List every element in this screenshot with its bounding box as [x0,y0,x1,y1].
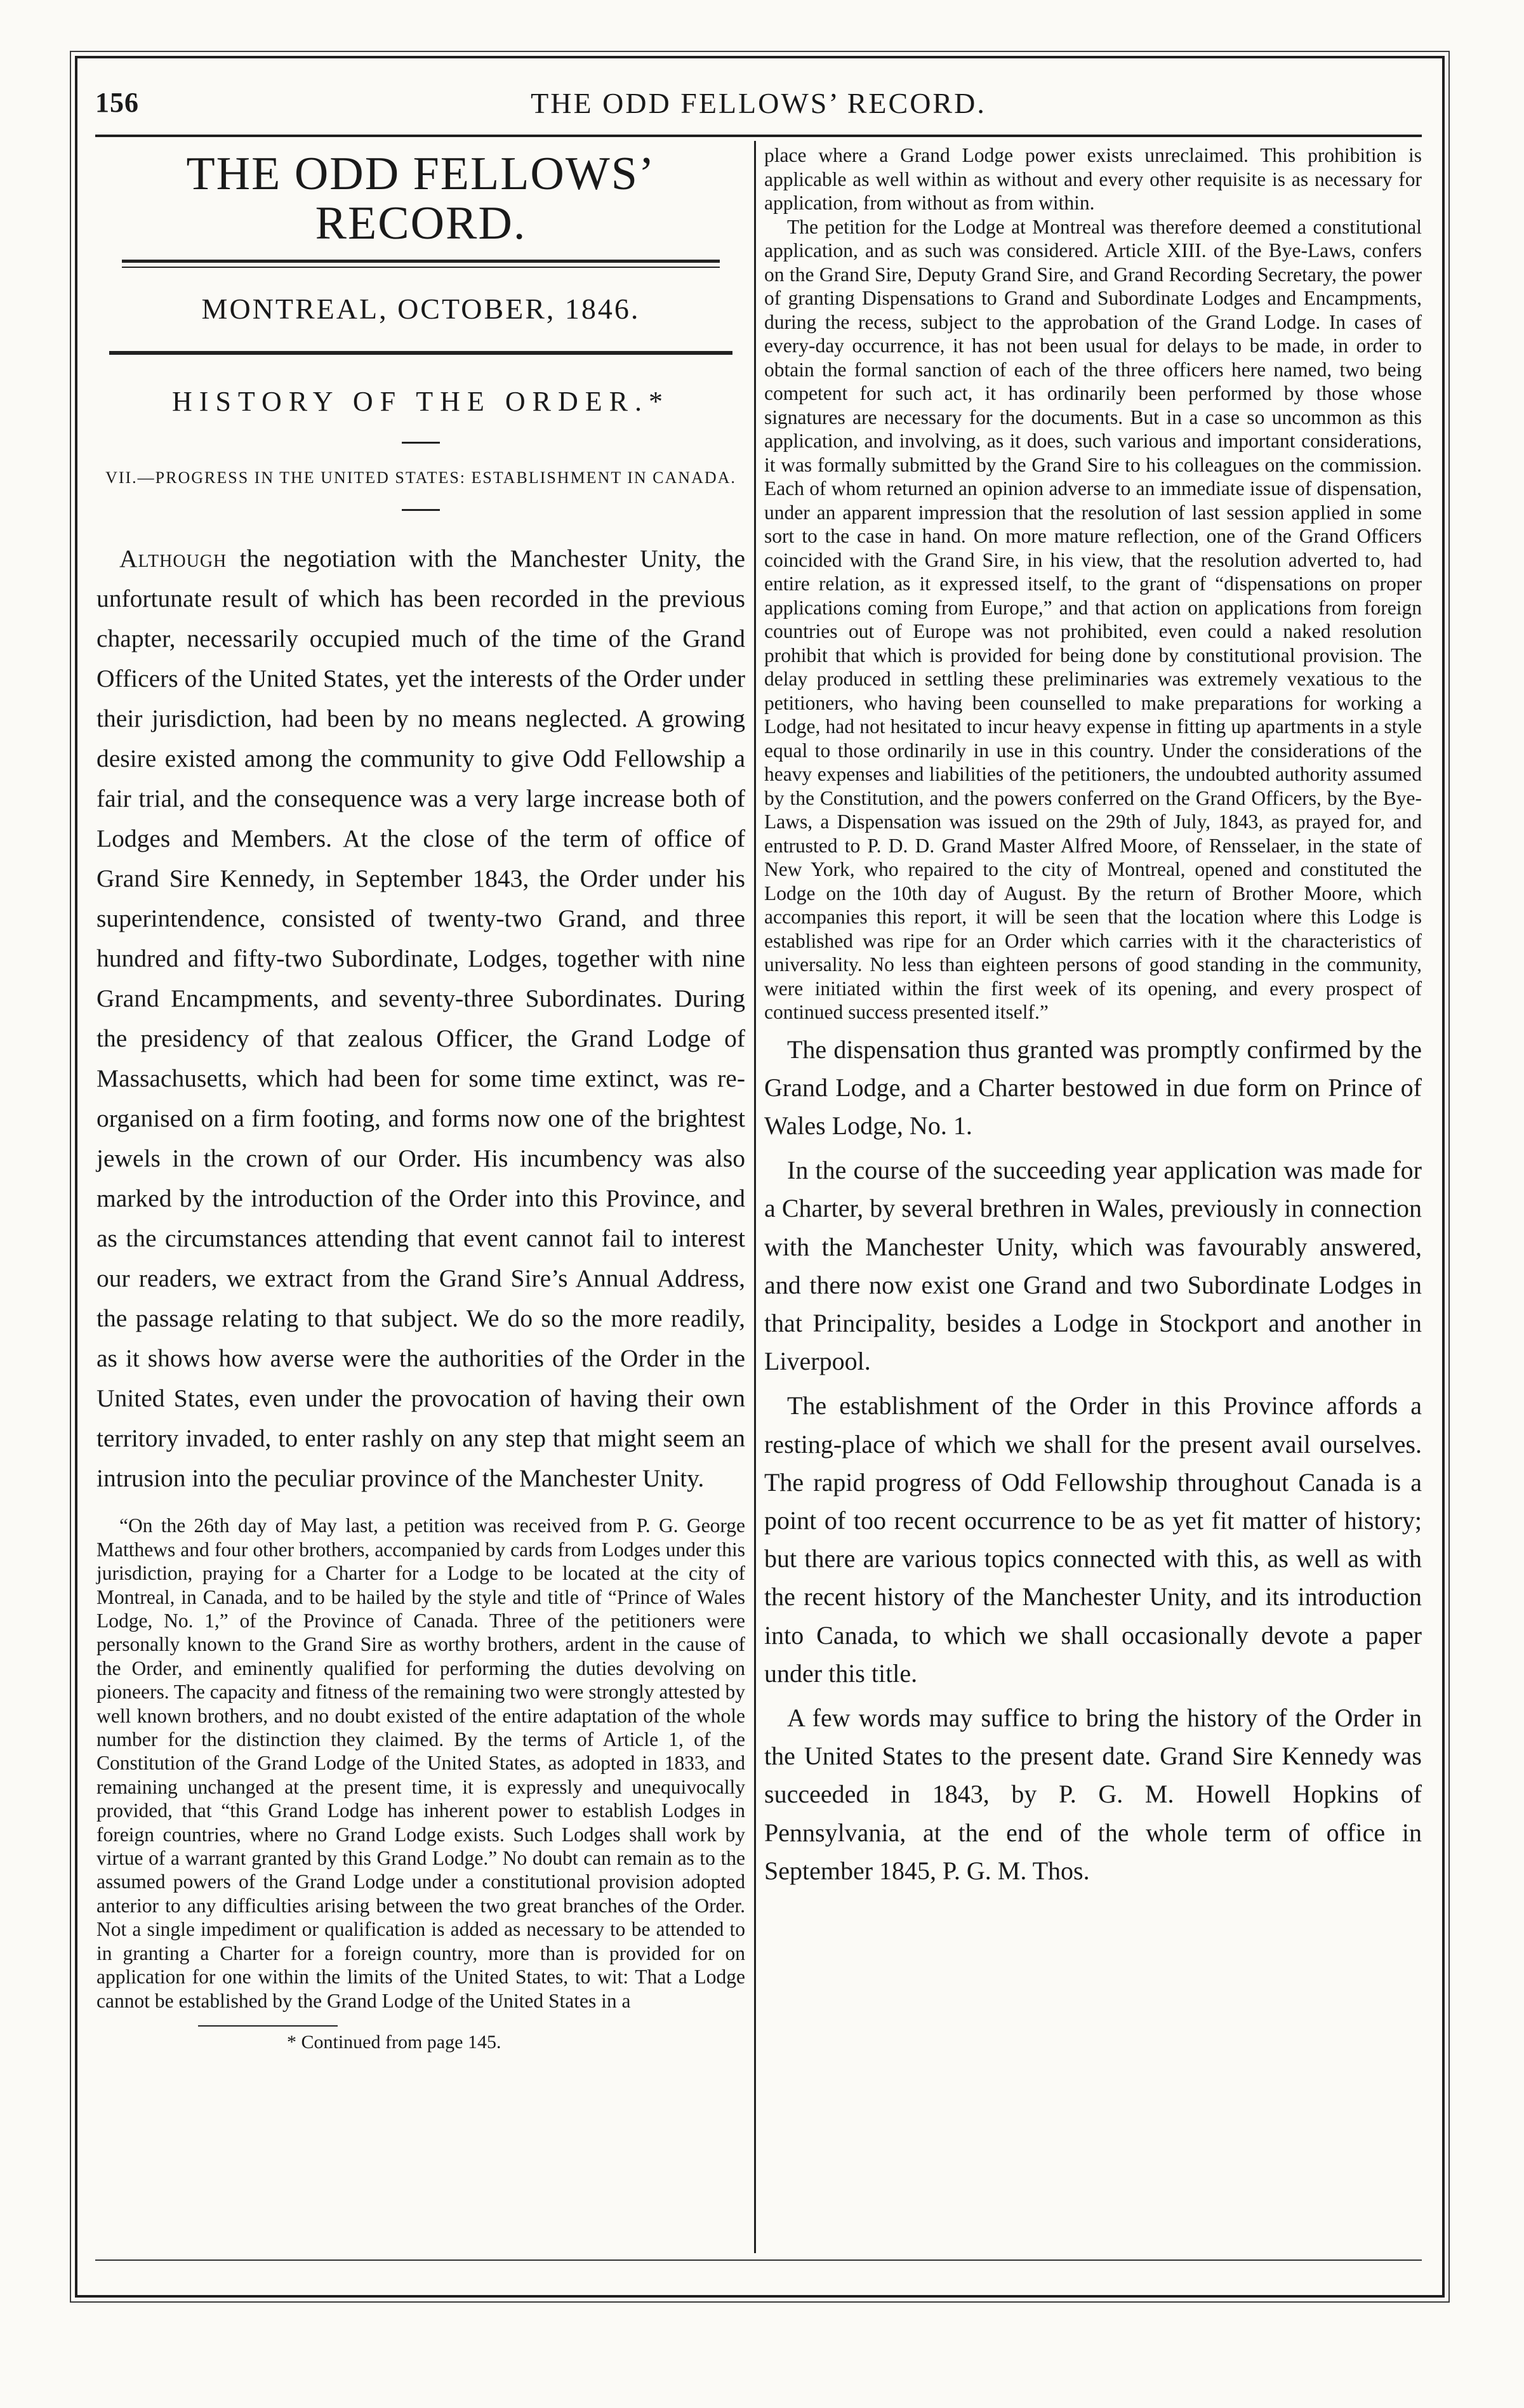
paragraph-1-text: the negotiation with the Manchester Unity, the unfortunate result of which has been recorded in the previous chapter, necessarily occupied much of the time of the Grand Officers of the United States, yet the interests of the Order under their jurisdiction, had been by no means neglected. A growing desire existed among the community to give Odd Fellowship a fair trial, and the consequence was a very large increase both of Lodges and Members. At the close of the term of office of Grand Sire Kennedy, in September 1843, the Order under his superintendence, consisted of twenty-two Grand, and three hundred and fifty-two Subordinate, Lodges, together with nine Grand Encampments, and seventy-three Subordinates. During the presidency of that zealous Officer, the Grand Lodge of Massachusetts, which had been for some time extinct, was re-organised on a firm footing, and forms now one of the brightest jewels in the crown of our Order. His incumbency was also marked by the introduction of the Order into this Province, and as the circumstances attending that event cannot fail to interest our readers, we extract from the Grand Sire’s Annual Address, the passage relating to that subject. We do so the more readily, as it shows how averse were the authorities of the Order in the United States, even under the provocation of having their own territory invaded, to enter rashly on any step that might seem an intrusion into the peculiar province of the Manchester Unity. [96,545,745,1493]
footnote-rule [198,2025,338,2027]
paragraph-5: A few words may suffice to bring the history of the Order in the United States to the present date. Grand Sire Kennedy was succeeded in 1843, by P. G. M. Howell Hopkins of Pennsylvania, at the end of the whole term of office in September 1845, P. G. M. Thos. [764,1703,1422,1885]
masthead-title: THE ODD FELLOWS’ RECORD. [186,148,656,249]
paragraph-4: The establishment of the Order in this Province affords a resting-place of which we shall for the present avail ourselves. The rapid progress of Odd Fellowship throughout Canada is a point of too recent occurrence to be as yet fit matter of history; but there are various topics connected with this, as well as with the recent history of the Manchester Unity, and its introduction into Canada, to which we shall occasionally devote a paper under this title. [764,1391,1422,1688]
footnote: * Continued from page 145. [287,2031,501,2053]
header-rule [95,135,1422,137]
bottom-rule [95,2259,1422,2261]
dateline: MONTREAL, OCTOBER, 1846. [201,293,640,326]
dateline-rule [109,351,732,355]
subhead-rule [402,509,440,511]
quote-block-1: “On the 26th day of May last, a petition was received from P. G. George Matthews and four other brothers, accompanied by cards from Lodges under this jurisdiction, praying for a Charter for a Lodge to be located at the city of Montreal, in Canada, and to be hailed by the style and title of “Prince of Wales Lodge, No. 1,” of the Province of Canada. Three of the petitioners were personally known to the Grand Sire as worthy brothers, ardent in the cause of the Order, and eminently qualified for performing the duties devolving on pioneers. The capacity and fitness of the remaining two were strongly attested by well known brothers, and no doubt existed of the entire adaptation of the whole number for the distinction they claimed. By the terms of Article 1, of the Constitution of the Grand Lodge of the United States, as adopted in 1833, and remaining unchanged at the present time, it is expressly and unequivocally provided, that “this Grand Lodge has inherent power to establish Lodges in foreign countries, where no Grand Lodge exists. Such Lodges shall work by virtue of a warrant granted by this Grand Lodge.” No doubt can remain as to the assumed powers of the Grand Lodge under a constitutional provision adopted anterior to any difficulties arising between the two great branches of the Order. Not a single impediment or qualification is added as necessary to be attended to in granting a Charter for a foreign country, more than is provided for on application for one within the limits of the United States, to wit: That a Lodge cannot be established by the Grand Lodge of the United States in a [96,1514,745,2012]
article-title: HISTORY OF THE ORDER.* [172,386,670,418]
quote-block-2: The petition for the Lodge at Montreal was therefore deemed a constitutional application, and as such was considered. Article XIII. of the Bye-Laws, confers on the Grand Sire, Deputy Grand Sire, and Grand Recording Secretary, the power of granting Dispensations to Grand and Subordinate Lodges and Encampments, during the recess, subject to the approbation of the Grand Lodge. In cases of every-day occurrence, it has not been usual for delays to be made, in order to obtain the formal sanction of each of the three officers here named, two being competent for such act, it has ordinarily been performed by those whose signatures are necessary for the documents. But in a case so uncommon as this application, and involving, as it does, such various and important considerations, it was formally submitted by the Grand Sire to his colleagues on the commission. Each of whom returned an opinion adverse to an immediate issue of dispensation, under an apparent impression that the resolution of last session applied in some sort to the case in hand. On more mature reflection, one of the Grand Officers coincided with the Grand Sire, in his view, that the resolution adverted to, had entire relation, as it expressed itself, to the grant of “dispensations on proper applications coming from Europe,” and that action on applications from foreign countries out of Europe was not prohibited, even could a naked resolution prohibit that which is provided for being done by constitutional provision. The delay produced in settling these preliminaries was extremely vexatious to the petitioners, who having been counselled to make preparations for working a Lodge, had not hesitated to incur heavy expense in fitting up apartments in a style equal to those ordinarily in use in this country. Under the considerations of the heavy expenses and liabilities of the petitioners, the undoubted authority assumed by the Constitution, and the powers conferred on the Grand Officers, by the Bye-Laws, a Dispensation was issued on the 29th of July, 1843, as prayed for, and entrusted to P. D. D. Grand Master Alfred Moore, of Rensselaer, in the state of New York, who repaired to the city of Montreal, opened and constituted the Lodge on the 10th day of August. By the return of Brother Moore, which accompanies this report, it will be seen that the location where this Lodge is established was ripe for an Order which carries with it the characteristics of universality. No less than eighteen persons of good standing in the community, were initiated within the first week of its opening, and every prospect of continued success presented itself.” [764,215,1422,1023]
running-title: THE ODD FELLOWS’ RECORD. [531,87,986,119]
right-column [764,143,1422,1890]
paragraph-2: The dispensation thus granted was promptly confirmed by the Grand Lodge, and a Charter bestowed in due form on Prince of Wales Lodge, No. 1. [764,1035,1422,1140]
article-subhead: VII.—PROGRESS IN THE UNITED STATES: ESTABLISHMENT IN CANADA. [105,468,736,487]
running-head [95,86,1422,131]
page-number: 156 [95,87,139,118]
title-rule [402,442,440,444]
lead-word: Although [119,545,227,573]
paragraph-1 [96,539,745,1498]
paragraph-3: In the course of the succeeding year application was made for a Charter, by several brethren in Wales, previously in connection with the Manchester Unity, which was favourably answered, and there now exist one Grand and two Subordinate Lodges in that Principality, besides a Lodge in Stockport and another in Liverpool. [764,1156,1422,1376]
quote-block-1-continued: place where a Grand Lodge power exists unreclaimed. This prohibition is applicable as well within as without and every other requisite is as necessary for application, from without as from within. [764,144,1422,214]
masthead-rule [122,260,720,268]
column-divider [754,141,756,2253]
left-column [96,146,745,2053]
